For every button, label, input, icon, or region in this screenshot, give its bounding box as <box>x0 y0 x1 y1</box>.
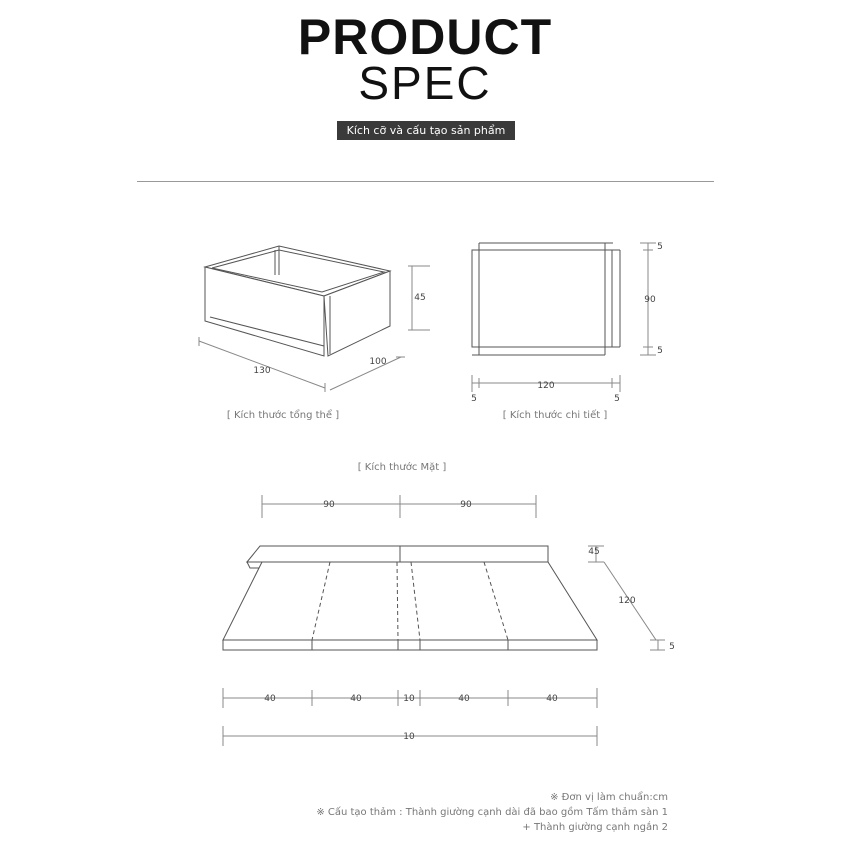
mat-segment-label: 40 <box>458 694 470 704</box>
overall-height-label: 45 <box>414 293 426 303</box>
page-title: PRODUCT <box>297 9 553 65</box>
detail-right-margin-label: 5 <box>614 394 620 404</box>
detail-bottom-margin-label: 5 <box>657 346 663 356</box>
mat-top-dimension-lines <box>262 495 536 518</box>
page-title-secondary: SPEC <box>358 57 492 109</box>
note-unit: ※ Đơn vị làm chuẩn:cm <box>550 792 668 803</box>
mat-segment-label: 10 <box>403 694 415 704</box>
mat-top-left-label: 90 <box>323 500 335 510</box>
mat-height-label: 45 <box>588 547 600 557</box>
mat-caption: [ Kích thước Mặt ] <box>357 462 447 473</box>
overall-box-drawing <box>205 246 390 356</box>
detail-left-margin-label: 5 <box>471 394 477 404</box>
overall-width-label: 130 <box>253 366 271 376</box>
notes <box>316 790 668 835</box>
detail-width-label: 120 <box>537 381 555 391</box>
overall-caption: [ Kích thước tổng thể ] <box>226 410 340 421</box>
mat-segment-labels <box>264 694 558 704</box>
overall-depth-label: 100 <box>369 357 387 367</box>
detail-caption: [ Kích thước chi tiết ] <box>502 410 608 421</box>
mat-segment-label: 40 <box>264 694 276 704</box>
mat-top-right-label: 90 <box>460 500 472 510</box>
mat-segment-label: 40 <box>546 694 558 704</box>
note-composition: ※ Cấu tạo thảm : Thành giường cạnh dài đã bao gồm Tấm thảm sàn 1 <box>316 807 668 818</box>
mat-thickness-label: 5 <box>669 642 675 652</box>
detail-dimension-lines <box>472 243 656 392</box>
section-subtitle: Kích cỡ và cấu tạo sản phẩm <box>337 121 515 140</box>
mat-depth-label: 120 <box>618 596 636 606</box>
detail-top-margin-label: 5 <box>657 242 663 252</box>
note-composition-continued: + Thành giường cạnh ngắn 2 <box>522 822 668 833</box>
detail-top-view-drawing <box>472 243 620 355</box>
mat-segment-label: 40 <box>350 694 362 704</box>
mat-drawing <box>223 546 600 650</box>
detail-depth-label: 90 <box>644 295 656 305</box>
mat-total-label: 10 <box>403 732 415 742</box>
